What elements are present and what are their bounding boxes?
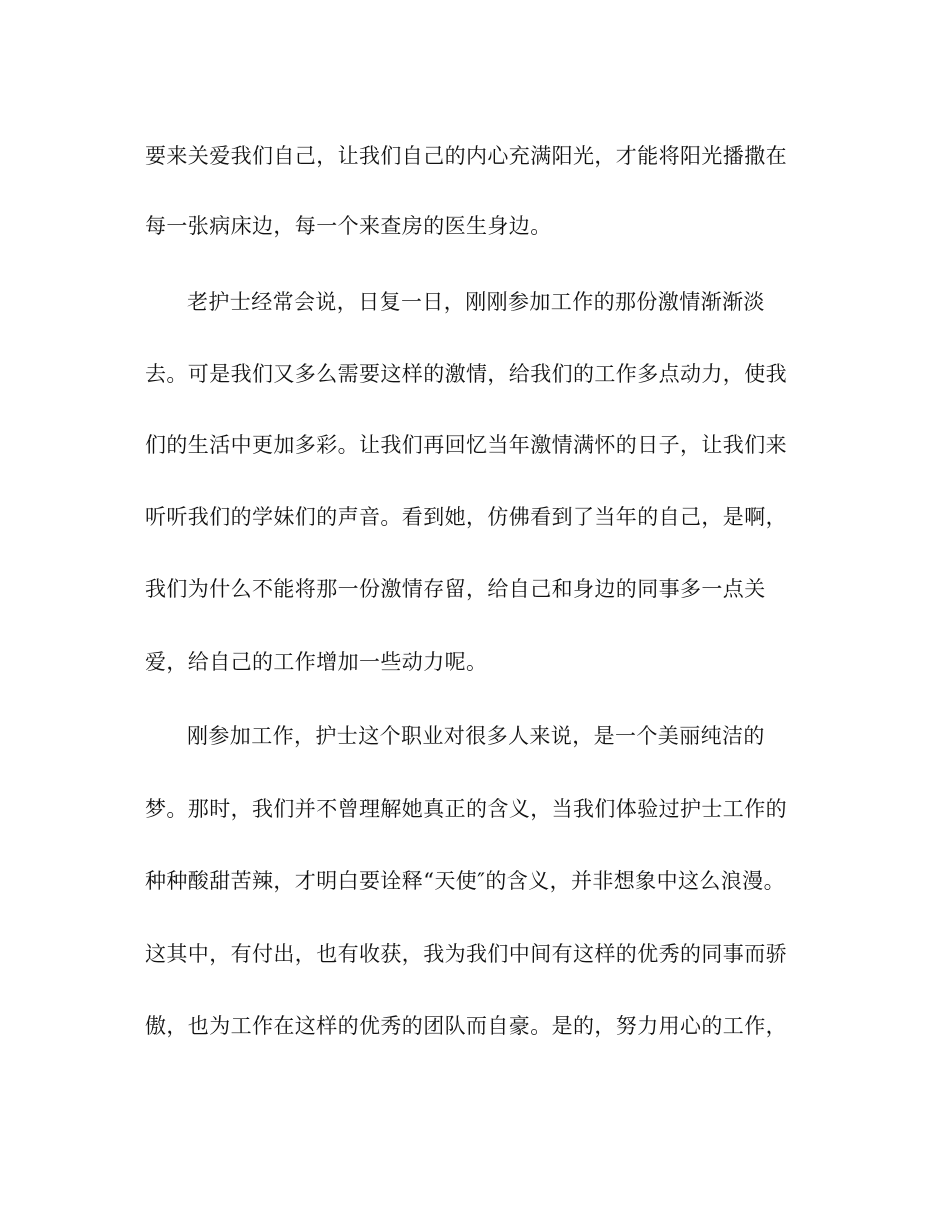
text-line: 傲，也为工作在这样的优秀的团队而自豪。是的，努力用心的工作， — [145, 1014, 787, 1038]
text-line: 要来关爱我们自己，让我们自己的内心充满阳光，才能将阳光播撒在 — [145, 144, 787, 168]
text-line: 听听我们的学妹们的声音。看到她，仿佛看到了当年的自己，是啊， — [145, 505, 787, 529]
text-line: 梦。那时，我们并不曾理解她真正的含义，当我们体验过护士工作的 — [145, 797, 787, 821]
text-line: 种种酸甜苦辣，才明白要诠释“天使″的含义，并非想象中这么浪漫。 — [145, 869, 785, 893]
text-line: 每一张病床边，每一个来查房的医生身边。 — [145, 214, 552, 238]
text-line: 这其中，有付出，也有收获，我为我们中间有这样的优秀的同事而骄 — [145, 942, 787, 966]
text-line: 们的生活中更加多彩。让我们再回忆当年激情满怀的日子，让我们来 — [145, 433, 787, 457]
text-line: 去。可是我们又多么需要这样的激情，给我们的工作多点动力，使我 — [145, 362, 787, 386]
text-line: 我们为什么不能将那一份激情存留，给自己和身边的同事多一点关 — [145, 577, 766, 601]
paragraph-start-line: 刚参加工作，护士这个职业对很多人来说，是一个美丽纯洁的 — [187, 724, 765, 748]
text-line: 爱，给自己的工作增加一些动力呢。 — [145, 650, 488, 674]
paragraph-start-line: 老护士经常会说，日复一日，刚刚参加工作的那份激情渐渐淡 — [187, 290, 765, 314]
